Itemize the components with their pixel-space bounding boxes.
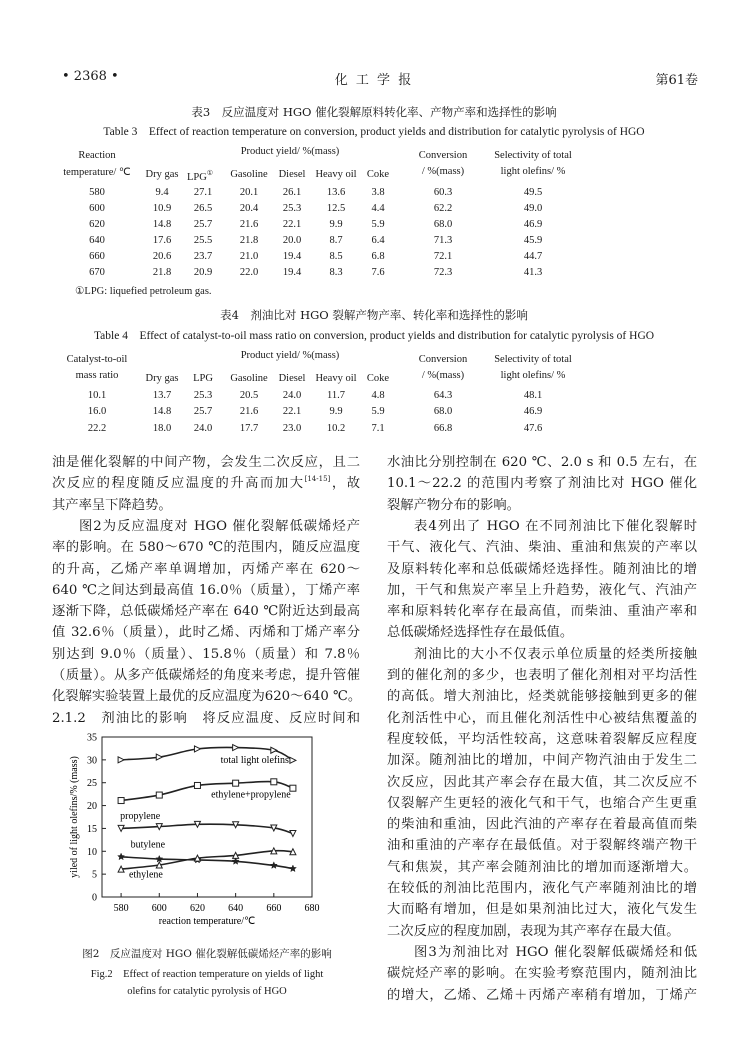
text-line: 碳烷烃产率的影响。在实验考察范围内，随剂油比 [387,966,697,982]
text-line: 次反应，因此其产率会存在最大值，其二次反应不 [387,774,697,790]
table-cell: 22.0 [239,267,259,278]
text-line: 的增大，乙烯、乙烯＋丙烯产率稍有增加，丁烯产 [387,987,697,1003]
column-header: Gasoline [230,169,268,180]
table-cell: 25.3 [282,203,302,214]
text-line: 值 32.6％（质量），此时乙烯、丙烯和丁烯产率分 [52,625,360,641]
text-line: 二次反应的程度加剧，表现为其产率存在最大值。 [387,923,680,939]
marker-triangle-right [194,746,200,752]
table-cell: 72.1 [433,251,453,262]
column-header: light olefins/ % [500,166,566,177]
column-header: mass ratio [75,370,119,381]
table-cell: 68.0 [433,219,453,230]
x-tick-label: 580 [113,903,129,914]
table-cell: 10.2 [326,423,346,434]
y-tick-label: 5 [92,869,97,881]
table-cell: 21.6 [239,219,259,230]
table-cell: 8.3 [329,267,343,278]
text-line: 别达到 9.0％（质量）、15.8％（质量）和 7.8％ [52,646,360,662]
y-tick-label: 35 [87,732,97,744]
table-cell: 21.0 [239,251,259,262]
table-cell: 14.8 [152,219,172,230]
journal-name: 化 工 学 报 [334,73,414,88]
text-line: 图3为剂油比对 HGO 催化裂解低碳烯烃和低 [414,944,697,960]
table-cell: 10.9 [152,203,172,214]
table-cell: 20.0 [282,235,302,246]
column-header: LPG [193,373,213,384]
y-tick-label: 10 [87,846,97,858]
marker-square [271,779,277,785]
text-segment: 次反应的程度随反应温度的升高而加大 [52,476,305,492]
table-cell: 6.8 [371,251,385,262]
table-cell: 12.5 [326,203,346,214]
marker-star [118,853,125,860]
table3-footnote: ①LPG: liquefied petroleum gas. [75,286,212,297]
table-cell: 620 [89,219,105,230]
table-cell: 21.6 [239,406,259,417]
text-line: 的柴油和重油，因此汽油的产率存在着最高值而柴 [387,817,697,833]
text-line: 表4列出了 HGO 在不同剂油比下催化裂解时 [414,518,697,534]
column-header: Dry gas [145,373,179,384]
column-header: Heavy oil [315,169,357,180]
table-cell: 62.2 [433,203,453,214]
column-header: Diesel [278,373,306,384]
figure2-caption-en-1: Fig.2 Effect of reaction temperature on yields of light [90,969,324,980]
table-cell: 25.3 [193,390,213,401]
table-cell: 600 [89,203,105,214]
x-axis-label: reaction temperature/℃ [158,916,256,927]
table-cell: 68.0 [433,406,453,417]
text-line: 干气、液化气、汽油、柴油、重油和焦炭的产率以 [387,540,697,556]
text-line: 大而略有增加，但是如果剂油比过大，液化气发生 [387,902,697,918]
table-cell: 20.6 [152,251,172,262]
table-cell: 16.0 [87,406,107,417]
table-cell: 71.3 [433,235,453,246]
table-cell: 14.8 [152,406,172,417]
footnote-mark: ① [206,169,214,177]
y-tick-label: 30 [87,755,97,767]
table-cell: 19.4 [282,267,302,278]
text-line: 剂油比的大小不仅表示单位质量的烃类所接触 [414,646,697,662]
table-cell: 8.5 [329,251,343,262]
table-cell: 64.3 [433,390,453,401]
table-cell: 21.8 [239,235,259,246]
x-tick-label: 680 [304,903,320,914]
text-line: 水油比分别控制在 620 ℃、2.0 s 和 0.5 左右，在 [387,455,697,470]
marker-square [233,780,239,786]
table-cell: 20.1 [239,187,259,198]
table-cell: 7.1 [371,423,385,434]
series-label: butylene [130,839,166,851]
table-cell: 17.6 [152,235,172,246]
table-cell: 10.1 [87,390,107,401]
text-line: 到的催化剂的多少，也表明了催化剂相对平均活性 [387,668,697,683]
text-line: 其产率呈下降趋势。 [52,497,172,513]
column-header: Heavy oil [315,373,357,384]
table-cell: 670 [89,267,105,278]
y-axis-label: yiled of light olefins/% (mass) [69,756,80,878]
marker-triangle-right [118,757,124,763]
table-cell: 41.3 [523,267,543,278]
text-line: 加深。随剂油比的增加，中间产物汽油由于发生二 [387,753,697,769]
table-cell: 48.1 [523,390,543,401]
table4-title-en: Table 4 Effect of catalyst-to-oil mass ratio on conversion, product yields and distribution for catalytic pyrolysis of HGO [93,330,655,342]
table4-title-cn: 表4 剂油比对 HGO 裂解产物产率、转化率和选择性的影响 [220,308,528,322]
citation: [14-15] [304,475,331,484]
marker-triangle-right [290,757,296,763]
column-header: Coke [366,373,390,384]
text-line: 化剂活性中心，而且催化剂活性中心被结焦覆盖的 [387,710,697,726]
column-header: Diesel [278,169,306,180]
x-tick-label: 640 [228,903,244,914]
column-header: Dry gas [145,169,179,180]
marker-triangle-right [271,747,277,753]
table-cell: 17.7 [239,423,259,434]
column-header: / %(mass) [421,370,465,381]
table-cell: 60.3 [433,187,453,198]
table-cell: 25.7 [193,219,213,230]
page-number: • 2368 • [62,69,119,84]
text-line: 率和原料转化率存在最高值，而柴油、重油产率和 [387,604,697,620]
column-header: / %(mass) [421,166,465,177]
y-tick-label: 25 [87,778,97,790]
table-cell: 46.9 [523,219,543,230]
table-cell: 580 [89,187,105,198]
text-line: 640 ℃之间达到最高值 16.0％（质量），丁烯产率 [52,582,360,598]
column-header: light olefins/ % [500,370,566,381]
table-cell: 9.9 [329,406,343,417]
table-cell: 3.8 [371,187,385,198]
table-cell: 49.5 [523,187,543,198]
marker-square [156,792,162,798]
column-header: Gasoline [230,373,268,384]
marker-star [289,865,296,872]
table-cell: 6.4 [371,235,385,246]
table-cell: 72.3 [433,267,453,278]
series-label: propylene [120,810,161,822]
column-header: Conversion [418,150,468,161]
table3-title-cn: 表3 反应温度对 HGO 催化裂解原料转化率、产物产率和选择性的影响 [191,105,557,119]
y-tick-label: 15 [87,823,97,835]
text-line: 气和焦炭，其产率会随剂油比的增加而逐渐增大。 [387,859,697,875]
column-header: Conversion [418,354,468,365]
series-label: total light olefins [220,755,289,767]
figure2-caption-cn: 图2 反应温度对 HGO 催化裂解低碳烯烃产率的影响 [82,948,332,960]
text-line: 总低碳烯烃选择性存在最低值。 [387,625,574,641]
text-line: 油和重油的产率存在最低值。对于裂解终端产物干 [387,838,697,854]
table-cell: 24.0 [193,423,213,434]
text-line: 10.1～22.2 的范围内考察了剂油比对 HGO 催化 [387,476,697,492]
table-cell: 22.1 [282,219,302,230]
table-cell: 22.2 [87,423,107,434]
table-cell: 44.7 [523,251,543,262]
text-line: （质量）。从多产低碳烯烃的角度来考虑，提升管催 [52,668,360,683]
volume-label: 第61卷 [655,73,698,88]
text-line: 的高低。增大剂油比，烃类就能够接触到更多的催 [387,689,697,705]
series-label: ethylene+propylene [211,789,291,801]
text-line: 油是催化裂解的中间产物，会发生二次反应，且二 [52,455,360,470]
text-line: 仅裂解产生更轻的液化气和干气，也缩合产生更重 [387,795,697,811]
table-cell: 26.5 [193,203,213,214]
table-cell: 4.4 [371,203,385,214]
table-cell: 20.5 [239,390,259,401]
marker-square [290,785,296,791]
column-header: Selectivity of total [494,354,572,365]
text-line: 率的影响。在 580～670 ℃的范围内，随反应温度 [52,540,360,556]
marker-square [194,782,200,788]
text-line: 图2为反应温度对 HGO 催化裂解低碳烯烃产 [79,518,360,534]
series-line-propylene [121,824,293,833]
table-cell: 25.7 [193,406,213,417]
x-tick-label: 660 [266,903,282,914]
y-tick-label: 0 [92,892,97,904]
text-line: 程度较低，平均活性较高，这意味着裂解反应程度 [387,731,697,747]
text-line: 2.1.2 剂油比的影响 将反应温度、反应时间和 [52,710,360,726]
table-cell: 9.9 [329,219,343,230]
marker-star [270,862,277,869]
text-line: 逐渐下降，总低碳烯烃产率在 640 ℃附近达到最高 [52,604,360,620]
series-label: ethylene [128,869,163,881]
marker-triangle-right [233,745,239,751]
column-header: LPG① [186,169,214,183]
text-line: 及原料转化率和总低碳烯烃选择性。随剂油比的增 [387,561,697,577]
table-cell: 47.6 [523,423,543,434]
text-line: 在较低的剂油比范围内，液化气产率随剂油比的增 [387,881,697,896]
table-cell: 4.8 [371,390,385,401]
table-cell: 5.9 [371,406,385,417]
table-cell: 5.9 [371,219,385,230]
column-header: Coke [366,169,390,180]
text-line: 的升高，乙烯产率单调增加，丙烯产率在 620～ [52,561,360,577]
x-tick-label: 620 [189,903,205,914]
figure2-caption-en-2: olefins for catalytic pyrolysis of HGO [127,986,287,997]
table-cell: 45.9 [523,235,543,246]
table-cell: 7.6 [371,267,385,278]
table-cell: 9.4 [155,187,169,198]
table-cell: 27.1 [193,187,213,198]
column-header: temperature/ ℃ [63,167,131,178]
table-cell: 13.7 [152,390,172,401]
text-segment: ，故 [330,476,361,492]
table-cell: 19.4 [282,251,302,262]
text-line: 化裂解实验装置上最优的反应温度为620～640 ℃。 [52,689,362,705]
marker-square [118,798,124,804]
column-header: Selectivity of total [494,150,572,161]
table-cell: 24.0 [282,390,302,401]
column-header: Reaction [78,150,116,161]
table-cell: 23.7 [193,251,213,262]
table-cell: 22.1 [282,406,302,417]
table-cell: 49.0 [523,203,543,214]
y-tick-label: 20 [87,801,97,813]
table-cell: 20.9 [193,267,213,278]
text-line: 裂解产物分布的影响。 [387,497,520,513]
table-cell: 66.8 [433,423,453,434]
column-group-header: Product yield/ %(mass) [240,146,340,157]
column-header: Catalyst-to-oil [66,354,128,365]
table-cell: 23.0 [282,423,302,434]
table-cell: 11.7 [327,390,345,401]
table-cell: 46.9 [523,406,543,417]
table-cell: 18.0 [152,423,172,434]
table-cell: 20.4 [239,203,259,214]
table-cell: 660 [89,251,105,262]
table-cell: 8.7 [329,235,343,246]
text-line: 加，干气和焦炭产率呈上升趋势，液化气、汽油产 [387,582,697,598]
marker-triangle-right [156,754,162,760]
x-tick-label: 600 [151,903,167,914]
column-group-header: Product yield/ %(mass) [240,350,340,361]
table-cell: 26.1 [282,187,302,198]
table-cell: 25.5 [193,235,213,246]
table-cell: 640 [89,235,105,246]
table-cell: 13.6 [326,187,346,198]
table-cell: 21.8 [152,267,172,278]
table3-title-en: Table 3 Effect of reaction temperature on conversion, product yields and distribution for catalytic pyrolysis of HGO [103,126,645,138]
